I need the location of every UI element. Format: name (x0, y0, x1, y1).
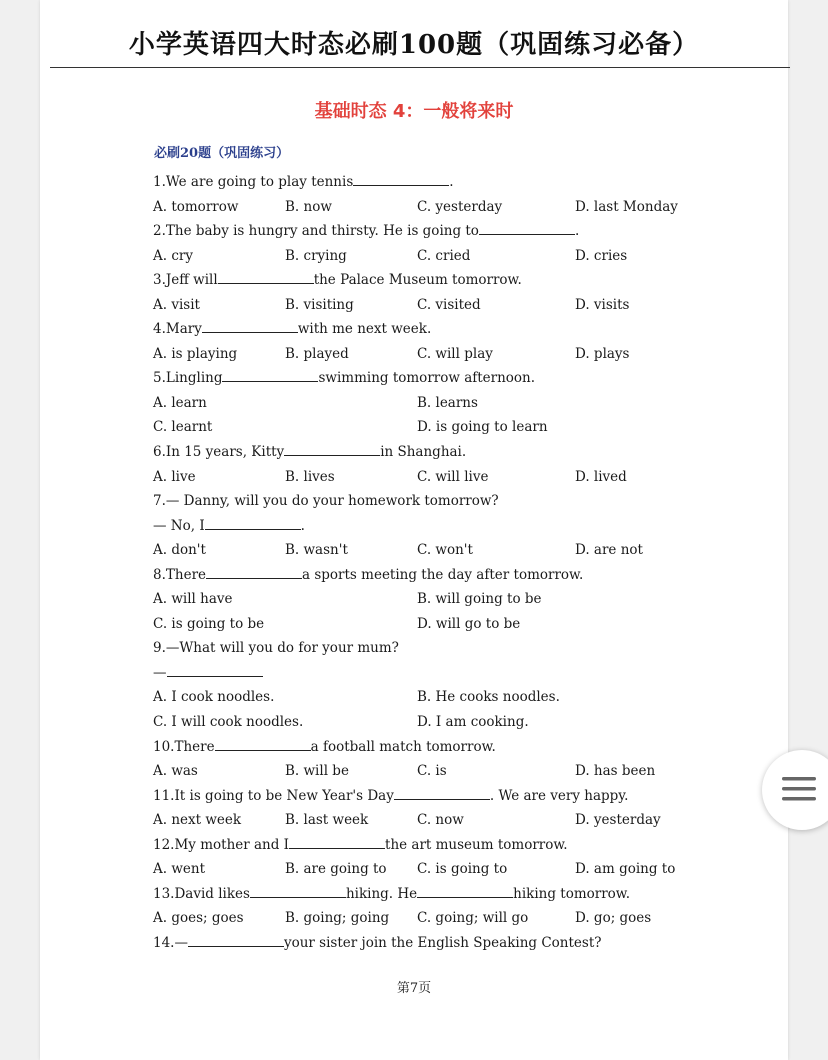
answer-blank (188, 932, 284, 947)
hamburger-menu-icon (782, 776, 816, 802)
answer-option: C. is (417, 763, 447, 780)
options-line (153, 538, 753, 563)
question-line (153, 882, 753, 907)
answer-option: D. will go to be (417, 615, 521, 632)
answer-option: B. crying (285, 247, 347, 264)
answer-option: C. will play (417, 345, 493, 362)
answer-option: A. goes; goes (153, 910, 244, 927)
answer-option: D. is going to learn (417, 419, 548, 436)
options-line (153, 244, 753, 269)
question-text: your sister join the English Speaking Contest? (283, 934, 602, 951)
question-text: 10.There (153, 738, 215, 755)
answer-option: B. lives (285, 468, 335, 485)
question-list (153, 170, 753, 956)
options-line (153, 415, 753, 440)
answer-option: A. was (153, 763, 198, 780)
question-line (153, 268, 753, 293)
question-text: 4.Mary (153, 321, 202, 338)
question-text: — (153, 664, 167, 681)
document-page (40, 0, 788, 1060)
question-line (153, 366, 753, 391)
answer-blank (394, 785, 490, 800)
answer-option: A. visit (153, 296, 200, 313)
answer-option: A. I cook noodles. (153, 689, 275, 706)
answer-option: D. I am cooking. (417, 714, 529, 731)
question-text: 1.We are going to play tennis (153, 174, 354, 190)
answer-option: A. next week (153, 812, 242, 829)
question-text: 3.Jeff will (153, 272, 218, 289)
question-text: 13.David likes (153, 885, 250, 902)
question-text: a football match tomorrow. (310, 738, 496, 755)
question-text: swimming tomorrow afternoon. (318, 370, 536, 387)
title-divider (50, 67, 790, 68)
answer-blank (353, 171, 449, 186)
question-line (153, 219, 753, 244)
answer-blank (289, 834, 385, 849)
question-text: 12.My mother and I (153, 836, 290, 853)
options-line (153, 857, 753, 882)
answer-option: A. tomorrow (153, 198, 239, 215)
answer-option: A. cry (153, 247, 193, 264)
answer-option: B. He cooks noodles. (417, 689, 560, 706)
question-text: with me next week. (297, 321, 432, 338)
answer-option: B. visiting (285, 296, 354, 313)
answer-blank (417, 883, 513, 898)
answer-option: C. I will cook noodles. (153, 714, 304, 731)
question-line (153, 440, 753, 465)
answer-blank (218, 269, 314, 284)
answer-option: A. don't (153, 542, 206, 559)
answer-option: D. lived (575, 468, 627, 485)
answer-option: B. learns (417, 394, 478, 411)
question-text: hiking tomorrow. (513, 885, 631, 902)
answer-option: C. won't (417, 542, 473, 559)
options-line (153, 342, 753, 367)
options-line (153, 710, 753, 735)
answer-blank (215, 736, 311, 751)
question-text: hiking. He (345, 885, 418, 902)
answer-option: D. yesterday (575, 812, 661, 829)
question-text: the Palace Museum tomorrow. (313, 272, 522, 289)
options-line (153, 906, 753, 931)
answer-blank (206, 564, 302, 579)
answer-blank (202, 318, 298, 333)
answer-option: A. learn (153, 394, 207, 411)
answer-option: C. visited (417, 296, 481, 313)
question-text: 2.The baby is hungry and thirsty. He is going to (153, 223, 479, 240)
answer-option: D. are not (575, 542, 643, 559)
question-text: . (300, 517, 305, 534)
answer-option: A. live (153, 468, 196, 485)
question-text: 5.Lingling (153, 370, 223, 387)
answer-option: B. wasn't (285, 542, 348, 559)
question-text: 14.— (153, 934, 188, 951)
answer-option: D. has been (575, 763, 656, 780)
question-text: a sports meeting the day after tomorrow. (302, 566, 584, 583)
answer-option: B. now (285, 198, 332, 215)
answer-option: C. is going to (417, 861, 508, 878)
exercise-subtitle: 必刷20题（巩固练习） (154, 146, 290, 161)
question-text: 6.In 15 years, Kitty (153, 444, 285, 461)
question-line (153, 563, 753, 588)
question-line (153, 735, 753, 760)
answer-option: B. played (285, 345, 349, 362)
answer-option: C. is going to be (153, 615, 265, 632)
answer-option: B. going; going (285, 910, 390, 927)
question-line (153, 636, 753, 661)
answer-blank (167, 662, 263, 677)
question-text: 7.— Danny, will you do your homework tomorrow? (153, 493, 499, 510)
answer-option: C. now (417, 812, 464, 829)
answer-option: A. is playing (153, 345, 238, 362)
answer-blank (205, 515, 301, 530)
options-line (153, 759, 753, 784)
options-line (153, 612, 753, 637)
answer-option: D. last Monday (575, 198, 678, 215)
answer-option: D. visits (575, 296, 630, 313)
question-text: 8.There (153, 566, 207, 583)
question-text: . (449, 174, 454, 190)
options-line (153, 685, 753, 710)
options-line (153, 391, 753, 416)
answer-option: C. going; will go (417, 910, 529, 927)
question-line (153, 931, 753, 956)
answer-option: A. went (153, 861, 205, 878)
answer-option: A. will have (153, 591, 233, 608)
question-line (153, 317, 753, 342)
answer-option: D. am going to (575, 861, 676, 878)
question-line (153, 784, 753, 809)
options-line (153, 808, 753, 833)
options-line (153, 195, 753, 220)
answer-option: B. will going to be (417, 591, 542, 608)
question-text: 9.—What will you do for your mum? (153, 640, 399, 657)
answer-option: B. will be (285, 763, 349, 780)
answer-blank (222, 367, 318, 382)
answer-option: C. cried (417, 247, 471, 264)
page-number: 第7页 (396, 981, 432, 996)
question-text: . (574, 223, 580, 240)
options-line (153, 587, 753, 612)
question-text: 11.It is going to be New Year's Day (153, 787, 394, 804)
answer-blank (250, 883, 346, 898)
question-line (153, 833, 753, 858)
question-line (153, 514, 753, 539)
document-title: 小学英语四大时态必刷100题（巩固练习必备） (128, 30, 700, 60)
answer-blank (479, 220, 575, 235)
answer-option: B. are going to (285, 861, 387, 878)
question-text: . We are very happy. (489, 787, 629, 804)
answer-option: C. learnt (153, 419, 213, 436)
answer-option: C. yesterday (417, 198, 503, 215)
question-text: in Shanghai. (380, 444, 467, 461)
options-line (153, 293, 753, 318)
answer-option: B. last week (285, 812, 369, 829)
question-line (153, 661, 753, 686)
answer-blank (284, 441, 380, 456)
section-title: 基础时态 4：一般将来时 (314, 101, 514, 122)
answer-option: D. cries (575, 247, 628, 264)
question-line (153, 170, 753, 195)
answer-option: D. go; goes (575, 910, 652, 927)
question-text: — No, I (153, 517, 205, 534)
answer-option: C. will live (417, 468, 489, 485)
options-line (153, 465, 753, 490)
question-line (153, 489, 753, 514)
question-text: the art museum tomorrow. (385, 836, 568, 853)
answer-option: D. plays (575, 345, 630, 362)
